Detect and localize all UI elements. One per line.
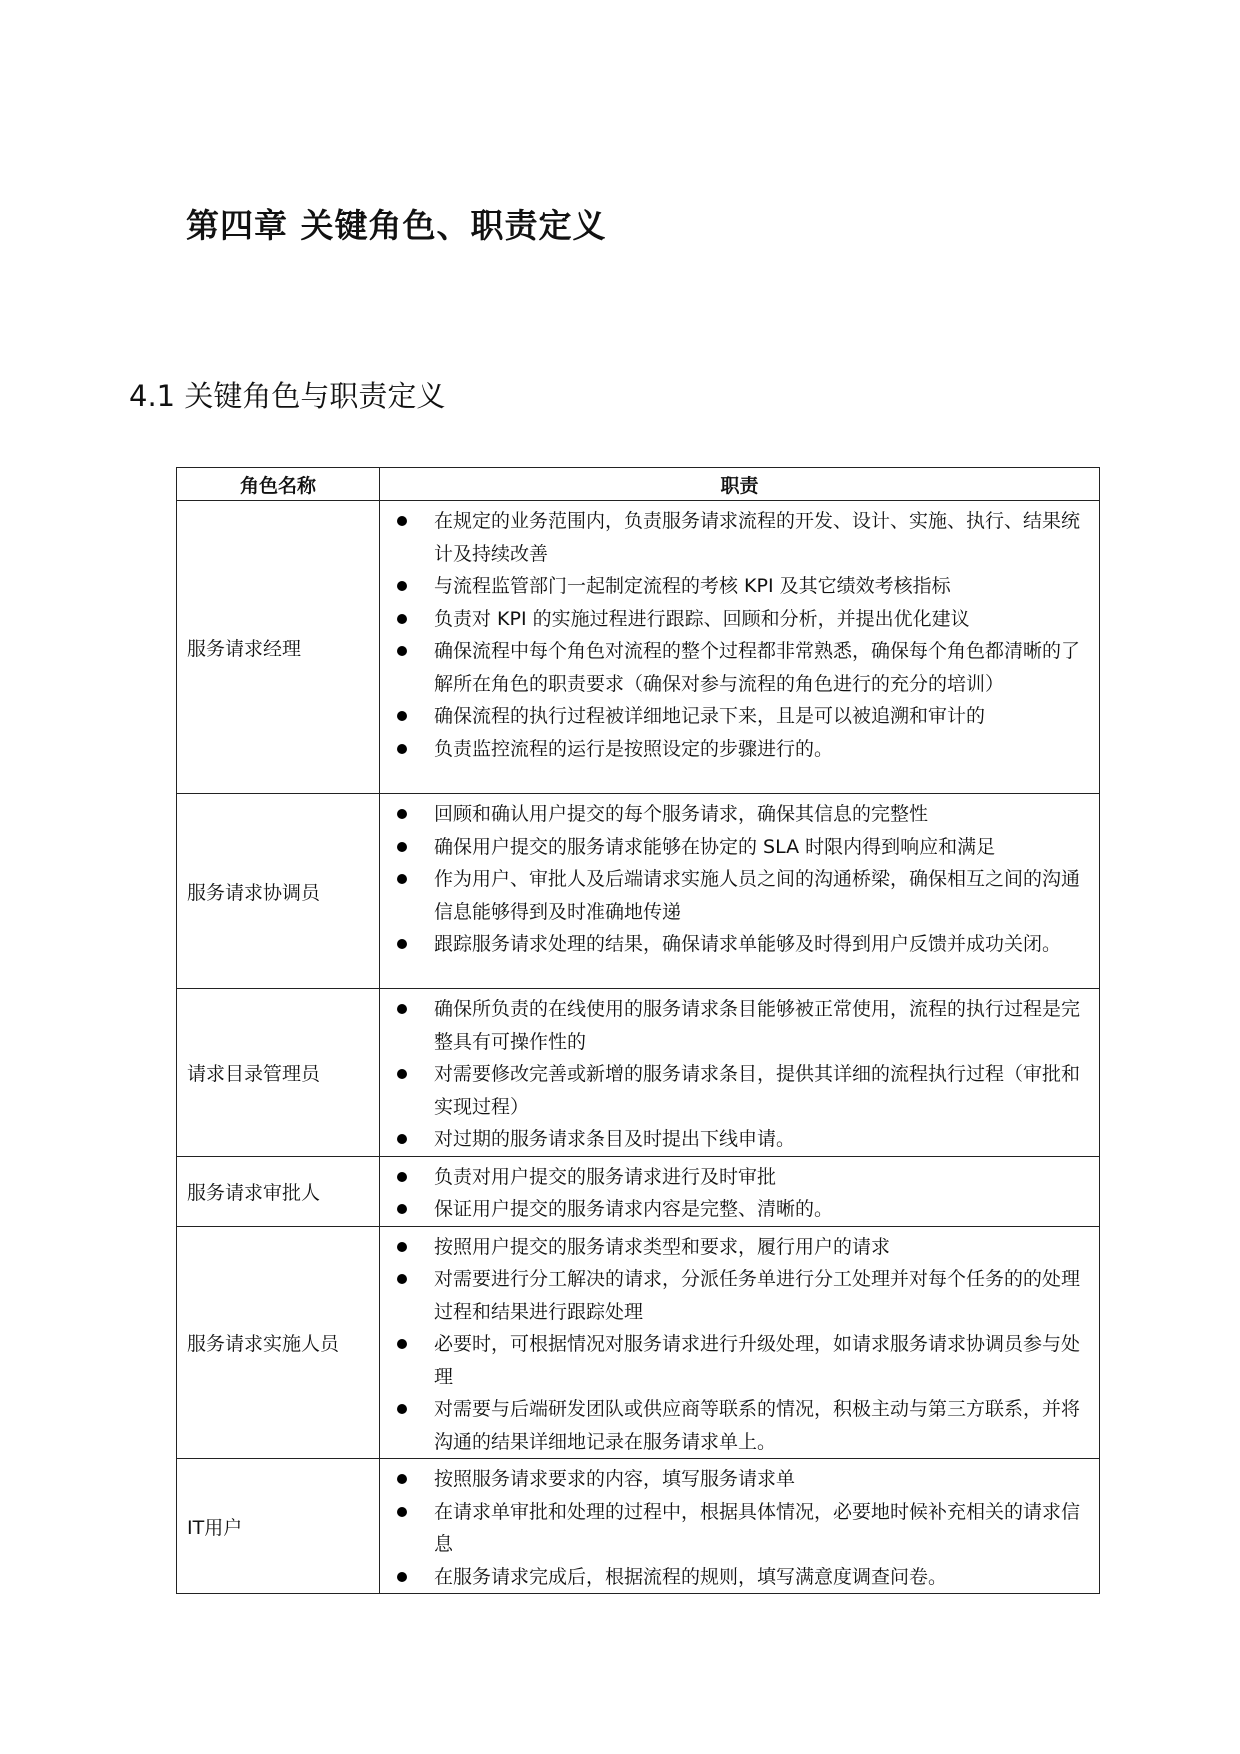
header-responsibilities: 职责 <box>380 468 1100 501</box>
role-name: 服务请求审批人 <box>177 1156 380 1226</box>
table-row <box>177 1156 1100 1226</box>
duties-cell <box>380 501 1100 794</box>
duty-item: 对需要进行分工解决的请求，分派任务单进行分工处理并对每个任务的的处理过程和结果进行跟踪处理 <box>380 1263 1091 1328</box>
duty-list <box>380 1459 1099 1593</box>
duty-item: 按照服务请求要求的内容，填写服务请求单 <box>380 1463 1091 1496</box>
duty-item: 回顾和确认用户提交的每个服务请求，确保其信息的完整性 <box>380 798 1091 831</box>
duty-item: 对需要修改完善或新增的服务请求条目，提供其详细的流程执行过程（审批和实现过程） <box>380 1058 1091 1123</box>
role-name: 服务请求经理 <box>177 501 380 794</box>
duty-item: 负责对 KPI 的实施过程进行跟踪、回顾和分析，并提出优化建议 <box>380 603 1091 636</box>
duties-cell <box>380 794 1100 989</box>
role-name: 服务请求实施人员 <box>177 1226 380 1459</box>
role-name: IT用户 <box>177 1459 380 1594</box>
duties-cell <box>380 1226 1100 1459</box>
duty-item: 保证用户提交的服务请求内容是完整、清晰的。 <box>380 1193 1091 1226</box>
duty-item: 确保流程中每个角色对流程的整个过程都非常熟悉，确保每个角色都清晰的了解所在角色的职责要求（确保对参与流程的角色进行的充分的培训） <box>380 635 1091 700</box>
duty-list <box>380 501 1099 765</box>
section-title: 4.1 关键角色与职责定义 <box>129 379 446 413</box>
duties-cell <box>380 1156 1100 1226</box>
role-name: 服务请求协调员 <box>177 794 380 989</box>
role-name: 请求目录管理员 <box>177 989 380 1157</box>
duties-cell <box>380 1459 1100 1594</box>
table-header-row <box>177 468 1100 501</box>
duty-item: 在服务请求完成后，根据流程的规则，填写满意度调查问卷。 <box>380 1561 1091 1594</box>
chapter-title: 第四章 关键角色、职责定义 <box>186 206 607 245</box>
table-row <box>177 794 1100 989</box>
duty-item: 负责对用户提交的服务请求进行及时审批 <box>380 1161 1091 1194</box>
duty-item: 对需要与后端研发团队或供应商等联系的情况，积极主动与第三方联系，并将沟通的结果详细地记录在服务请求单上。 <box>380 1393 1091 1458</box>
duty-item: 跟踪服务请求处理的结果，确保请求单能够及时得到用户反馈并成功关闭。 <box>380 928 1091 961</box>
duty-item: 确保所负责的在线使用的服务请求条目能够被正常使用，流程的执行过程是完整具有可操作性的 <box>380 993 1091 1058</box>
duty-item: 在规定的业务范围内，负责服务请求流程的开发、设计、实施、执行、结果统计及持续改善 <box>380 505 1091 570</box>
duty-item: 在请求单审批和处理的过程中，根据具体情况，必要地时候补充相关的请求信息 <box>380 1496 1091 1561</box>
duty-item: 确保流程的执行过程被详细地记录下来，且是可以被追溯和审计的 <box>380 700 1091 733</box>
duty-list <box>380 989 1099 1156</box>
duty-item: 确保用户提交的服务请求能够在协定的 SLA 时限内得到响应和满足 <box>380 831 1091 864</box>
table-row <box>177 1226 1100 1459</box>
duty-item: 与流程监管部门一起制定流程的考核 KPI 及其它绩效考核指标 <box>380 570 1091 603</box>
duty-item: 对过期的服务请求条目及时提出下线申请。 <box>380 1123 1091 1156</box>
duty-list <box>380 1157 1099 1226</box>
duty-item: 负责监控流程的运行是按照设定的步骤进行的。 <box>380 733 1091 766</box>
duty-item: 必要时，可根据情况对服务请求进行升级处理，如请求服务请求协调员参与处理 <box>380 1328 1091 1393</box>
duty-item: 按照用户提交的服务请求类型和要求，履行用户的请求 <box>380 1231 1091 1264</box>
duty-list <box>380 794 1099 961</box>
duties-cell <box>380 989 1100 1157</box>
header-role-name: 角色名称 <box>177 468 380 501</box>
duty-item: 作为用户、审批人及后端请求实施人员之间的沟通桥梁，确保相互之间的沟通信息能够得到及时准确地传递 <box>380 863 1091 928</box>
table-row <box>177 989 1100 1157</box>
table-row <box>177 1459 1100 1594</box>
table-row <box>177 501 1100 794</box>
duty-list <box>380 1227 1099 1459</box>
roles-responsibilities-table <box>176 467 1100 1594</box>
